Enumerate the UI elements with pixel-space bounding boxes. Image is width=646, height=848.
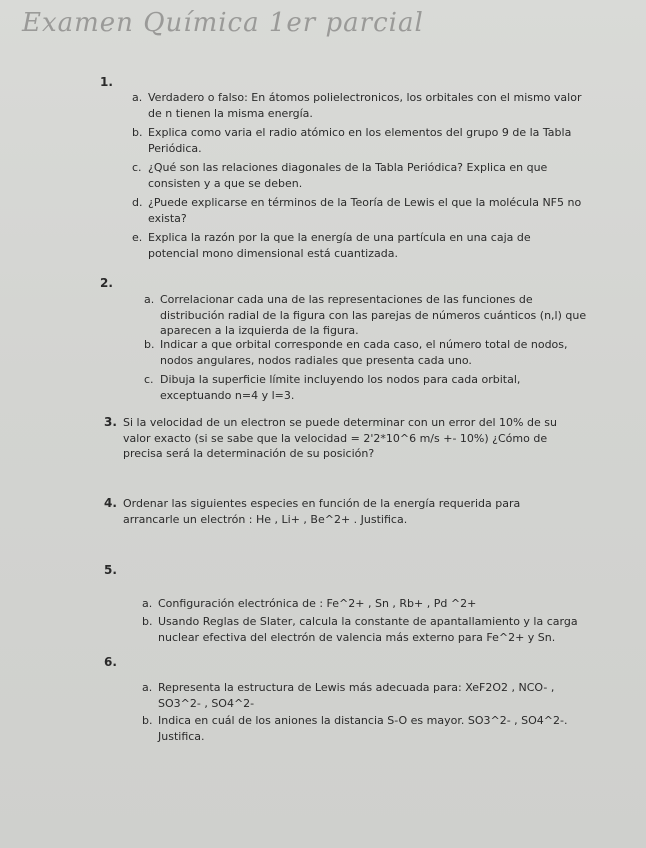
question-number: 5. [104,563,117,577]
question-item: a. Representa la estructura de Lewis más adecuada para: XeF2O2 , NCO- , SO3^2- , SO4^2- [142,681,555,710]
question-item: a. Correlacionar cada una de las representaciones de las funciones de distribución radial de la figura con las parejas de números cuánticos (n,l) que aparecen a la izquierda de la figura. [144,293,587,337]
question-item: e. Explica la razón por la que la energía de una partícula en una caja de potencial mono dimensional está cuantizada. [132,231,531,260]
question-item: b. Explica como varia el radio atómico en los elementos del grupo 9 de la Tabla Periódica. [132,126,572,155]
question-item: b. Indicar a que orbital corresponde en cada caso, el número total de nodos, nodos angulares, nodos radiales que presenta cada uno. [144,338,568,367]
question-text: Ordenar las siguientes especies en función de la energía requerida para arrancarle un electrón : He , Li+ , Be^2+ . Justifica. [123,497,521,526]
question-number: 2. [100,276,113,290]
question-number: 3. [104,415,117,429]
question-item: a. Configuración electrónica de : Fe^2+ , Sn , Rb+ , Pd ^2+ [142,597,477,610]
question-item: d. ¿Puede explicarse en términos de la Teoría de Lewis el que la molécula NF5 no exista? [132,196,582,225]
question-text: Si la velocidad de un electron se puede determinar con un error del 10% de su valor exacto (si se sabe que la velocidad = 2'2*10^6 m/s +- 10%) ¿Cómo de precisa será la determinación de su posición? [123,416,557,460]
question-number: 1. [100,75,113,89]
question-number: 4. [104,496,117,510]
question-number: 6. [104,655,117,669]
question-item: c. Dibuja la superficie límite incluyendo los nodos para cada orbital, exceptuando n=4 y l=3. [144,373,521,402]
question-item: c. ¿Qué son las relaciones diagonales de la Tabla Periódica? Explica en que consisten y a que se deben. [132,161,548,190]
question-item: a. Verdadero o falso: En átomos polielectronicos, los orbitales con el mismo valor de n tienen la misma energía. [132,91,582,120]
question-item: b. Usando Reglas de Slater, calcula la constante de apantallamiento y la carga nuclear efectiva del electrón de valencia más externo para Fe^2+ y Sn. [142,615,578,644]
question-item: b. Indica en cuál de los aniones la distancia S-O es mayor. SO3^2- , SO4^2-. Justifica. [142,714,568,743]
handwritten-title: Examen Química 1er parcial [22,8,424,38]
